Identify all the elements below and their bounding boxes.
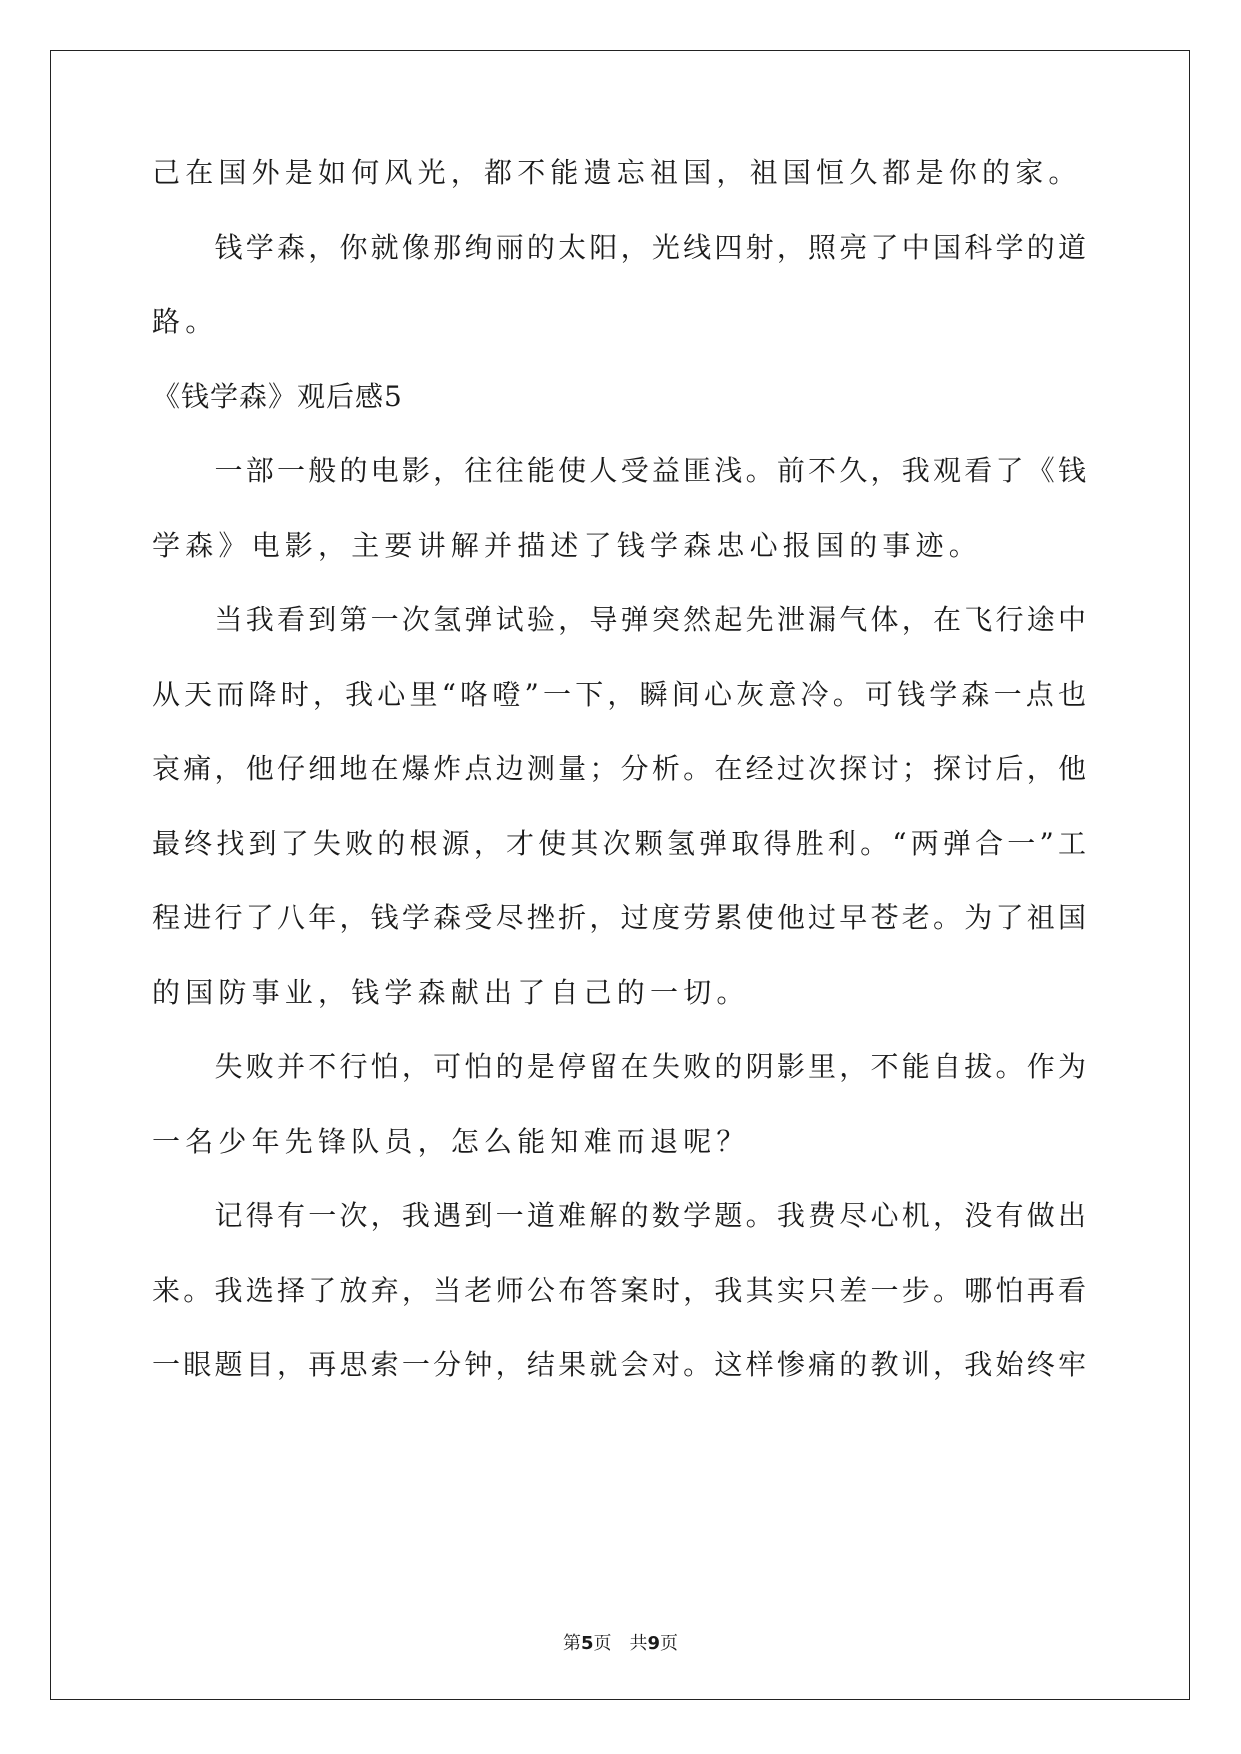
text-line: 一部一般的电影，往往能使人受益匪浅。前不久，我观看了《钱 (152, 454, 1086, 487)
text-line: 当我看到第一次氢弹试验，导弹突然起先泄漏气体，在飞行途中 (152, 603, 1086, 636)
text-line: 程进行了八年，钱学森受尽挫折，过度劳累使他过早苍老。为了祖国 (152, 901, 1086, 934)
page-footer (0, 1632, 1241, 1656)
text-line: 一名少年先锋队员，怎么能知难而退呢？ (152, 1125, 750, 1158)
text-line: 钱学森，你就像那绚丽的太阳，光线四射，照亮了中国科学的道 (152, 231, 1086, 264)
page-border (50, 50, 1190, 1700)
text-line: 从天而降时，我心里“咯噔”一下，瞬间心灰意冷。可钱学森一点也 (152, 678, 1086, 711)
current-page-number: 5 (580, 1633, 594, 1654)
text-line: 来。我选择了放弃，当老师公布答案时，我其实只差一步。哪怕再看 (152, 1274, 1086, 1307)
footer-middle: 页 共 (593, 1633, 648, 1654)
text-line: 记得有一次，我遇到一道难解的数学题。我费尽心机，没有做出 (152, 1199, 1086, 1232)
text-line: 的国防事业，钱学森献出了自己的一切。 (152, 976, 750, 1009)
text-line: 哀痛，他仔细地在爆炸点边测量；分析。在经过次探讨；探讨后，他 (152, 752, 1086, 785)
footer-suffix: 页 (660, 1633, 679, 1654)
text-line: 最终找到了失败的根源，才使其次颗氢弹取得胜利。“两弹合一”工 (152, 827, 1086, 860)
text-line: 一眼题目，再思索一分钟，结果就会对。这样惨痛的教训，我始终牢 (152, 1348, 1086, 1381)
footer-prefix: 第 (562, 1633, 581, 1654)
text-line: 失败并不行怕，可怕的是停留在失败的阴影里，不能自拔。作为 (152, 1050, 1086, 1083)
text-line: 己在国外是如何风光，都不能遗忘祖国，祖国恒久都是你的家。 (152, 156, 1082, 189)
text-line: 学森》电影，主要讲解并描述了钱学森忠心报国的事迹。 (152, 529, 983, 562)
total-pages-number: 9 (647, 1633, 661, 1654)
text-line: 路。 (152, 305, 219, 338)
section-heading: 《钱学森》观后感5 (152, 380, 403, 413)
